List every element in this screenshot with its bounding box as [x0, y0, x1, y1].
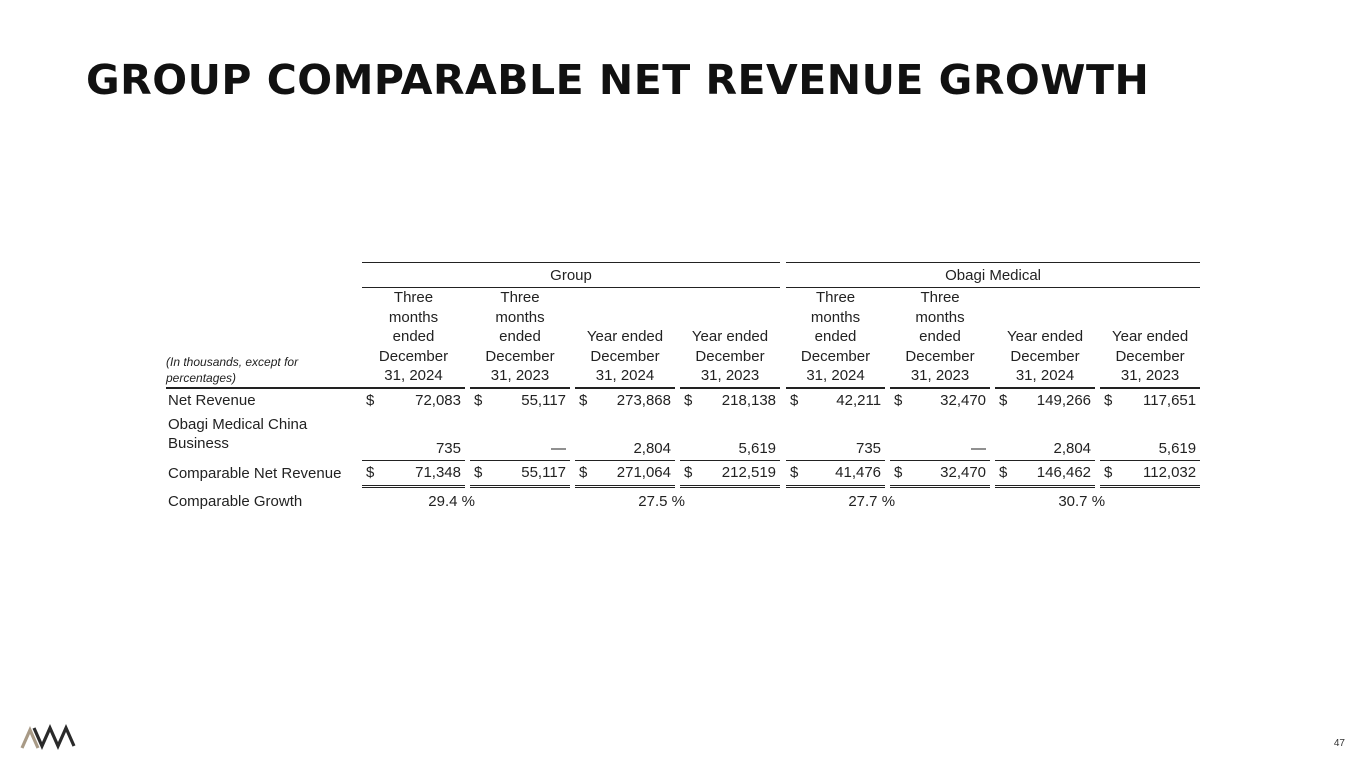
- column-header-line: ended: [499, 328, 541, 345]
- cell-value: 32,470: [940, 392, 987, 409]
- cell-value: 5,619: [1158, 439, 1197, 457]
- growth-value: 30.7 %: [1058, 493, 1106, 510]
- cell-value: 117,651: [1143, 392, 1197, 409]
- cell-value: 55,117: [521, 464, 566, 481]
- cell-value: —: [971, 439, 987, 457]
- table-cell: [786, 460, 885, 488]
- growth-cell: [786, 488, 896, 516]
- table-cell: [680, 413, 780, 460]
- column-header-line: 31, 2023: [910, 367, 970, 384]
- row-label: Obagi Medical China Business: [168, 415, 308, 452]
- cell-value: 112,032: [1143, 464, 1197, 481]
- currency-symbol: $: [684, 392, 693, 409]
- cell-value: 271,064: [616, 464, 671, 481]
- column-header-line: Three: [920, 289, 960, 306]
- table-cell: [1100, 389, 1200, 413]
- currency-symbol: $: [999, 392, 1008, 409]
- table-cell: [362, 413, 465, 460]
- column-header-line: Year ended: [1006, 328, 1084, 345]
- column-header-line: December: [800, 347, 871, 365]
- column-header-line: months: [388, 308, 439, 326]
- column-header-line: months: [810, 308, 861, 326]
- column-header-line: months: [915, 308, 965, 326]
- table-cell: [680, 460, 780, 488]
- column-header-line: December: [378, 347, 449, 365]
- page-number: 47: [1333, 738, 1345, 749]
- column-header-line: Three: [393, 289, 434, 306]
- group-header-row: [166, 262, 1200, 288]
- table-cell: [995, 460, 1095, 488]
- table-row: [166, 460, 1200, 488]
- column-header: [362, 288, 465, 389]
- currency-symbol: $: [684, 464, 693, 481]
- table-cell: [575, 460, 675, 488]
- cell-value: 146,462: [1036, 464, 1092, 481]
- cell-value: 212,519: [721, 464, 777, 481]
- revenue-table: [166, 262, 1200, 516]
- currency-symbol: $: [579, 392, 588, 409]
- column-header: [680, 288, 780, 389]
- column-header-line: months: [495, 308, 545, 326]
- group-header: Group: [362, 262, 780, 288]
- table-cell: [470, 413, 570, 460]
- table-cell: [575, 413, 675, 460]
- table-cell: [470, 389, 570, 413]
- cell-value: 2,804: [633, 439, 671, 457]
- currency-symbol: $: [894, 392, 903, 409]
- currency-symbol: $: [366, 464, 375, 481]
- column-header-row: [166, 288, 1200, 389]
- table-cell: [575, 389, 675, 413]
- column-header-line: 31, 2024: [384, 367, 443, 384]
- table-cell: [362, 389, 465, 413]
- currency-symbol: $: [1104, 392, 1113, 409]
- table-cell: [1100, 413, 1200, 460]
- cell-value: 735: [856, 439, 882, 457]
- column-header-line: Three: [815, 289, 856, 306]
- table-cell: [680, 389, 780, 413]
- page-title: GROUP COMPARABLE NET REVENUE GROWTH: [86, 56, 1150, 104]
- table-cell: [890, 413, 990, 460]
- units-note: (In thousands, except for percentages): [166, 288, 362, 389]
- currency-symbol: $: [474, 392, 483, 409]
- cell-value: 71,348: [415, 464, 461, 481]
- table-cell: [786, 413, 885, 460]
- column-header: [470, 288, 570, 389]
- growth-cell: [362, 488, 475, 516]
- column-header-line: 31, 2023: [490, 367, 550, 384]
- column-header-line: Three: [500, 289, 540, 306]
- column-header: [1100, 288, 1200, 389]
- column-header-line: December: [1010, 347, 1080, 365]
- currency-symbol: $: [579, 464, 588, 481]
- column-header-line: ended: [814, 328, 857, 345]
- currency-symbol: $: [790, 464, 799, 481]
- table-cell: [1100, 460, 1200, 488]
- currency-symbol: $: [366, 392, 375, 409]
- cell-value: —: [551, 439, 566, 457]
- column-header-line: 31, 2024: [595, 367, 655, 384]
- row-label: Net Revenue: [168, 392, 256, 409]
- group-header: Obagi Medical: [786, 262, 1200, 288]
- table-cell: [995, 413, 1095, 460]
- cell-value: 149,266: [1036, 392, 1092, 409]
- cell-value: 41,476: [835, 464, 882, 481]
- column-header-line: Year ended: [586, 328, 664, 345]
- column-header-line: ended: [919, 328, 961, 345]
- cell-value: 32,470: [940, 464, 987, 481]
- column-header-line: December: [590, 347, 660, 365]
- column-header-line: December: [485, 347, 555, 365]
- growth-cell: [575, 488, 685, 516]
- table-cell: [890, 389, 990, 413]
- currency-symbol: $: [894, 464, 903, 481]
- column-header-line: December: [695, 347, 765, 365]
- growth-cell: [995, 488, 1106, 516]
- cell-value: 273,868: [616, 392, 671, 409]
- column-header-line: Year ended: [1111, 328, 1189, 345]
- column-header: [995, 288, 1095, 389]
- growth-value: 27.7 %: [848, 493, 896, 510]
- cell-value: 5,619: [738, 439, 777, 457]
- cell-value: 42,211: [836, 392, 882, 409]
- row-label: Comparable Growth: [168, 493, 303, 510]
- column-header: [890, 288, 990, 389]
- table-cell: [890, 460, 990, 488]
- column-header: [786, 288, 885, 389]
- cell-value: 72,083: [415, 392, 461, 409]
- currency-symbol: $: [474, 464, 483, 481]
- cell-value: 2,804: [1053, 439, 1092, 457]
- company-logo: [20, 724, 76, 755]
- currency-symbol: $: [790, 392, 799, 409]
- column-header-line: December: [1115, 347, 1185, 365]
- row-label: Comparable Net Revenue: [168, 465, 342, 482]
- table-cell: [995, 389, 1095, 413]
- column-header-line: 31, 2024: [806, 367, 865, 384]
- column-header-line: 31, 2024: [1015, 367, 1075, 384]
- column-header: [575, 288, 675, 389]
- table-cell: [470, 460, 570, 488]
- column-header-line: Year ended: [691, 328, 769, 345]
- currency-symbol: $: [999, 464, 1008, 481]
- column-header-line: December: [905, 347, 975, 365]
- currency-symbol: $: [1104, 464, 1113, 481]
- table-cell: [362, 460, 465, 488]
- cell-value: 55,117: [521, 392, 566, 409]
- cell-value: 735: [435, 439, 461, 457]
- cell-value: 218,138: [721, 392, 777, 409]
- revenue-table-container: [166, 262, 1200, 516]
- table-row: [166, 389, 1200, 413]
- table-row: [166, 413, 1200, 460]
- column-header-line: 31, 2023: [700, 367, 760, 384]
- growth-row: [166, 488, 1200, 516]
- column-header-line: 31, 2023: [1120, 367, 1180, 384]
- growth-value: 27.5 %: [638, 493, 685, 510]
- growth-value: 29.4 %: [428, 493, 475, 510]
- column-header-line: ended: [392, 328, 435, 345]
- table-cell: [786, 389, 885, 413]
